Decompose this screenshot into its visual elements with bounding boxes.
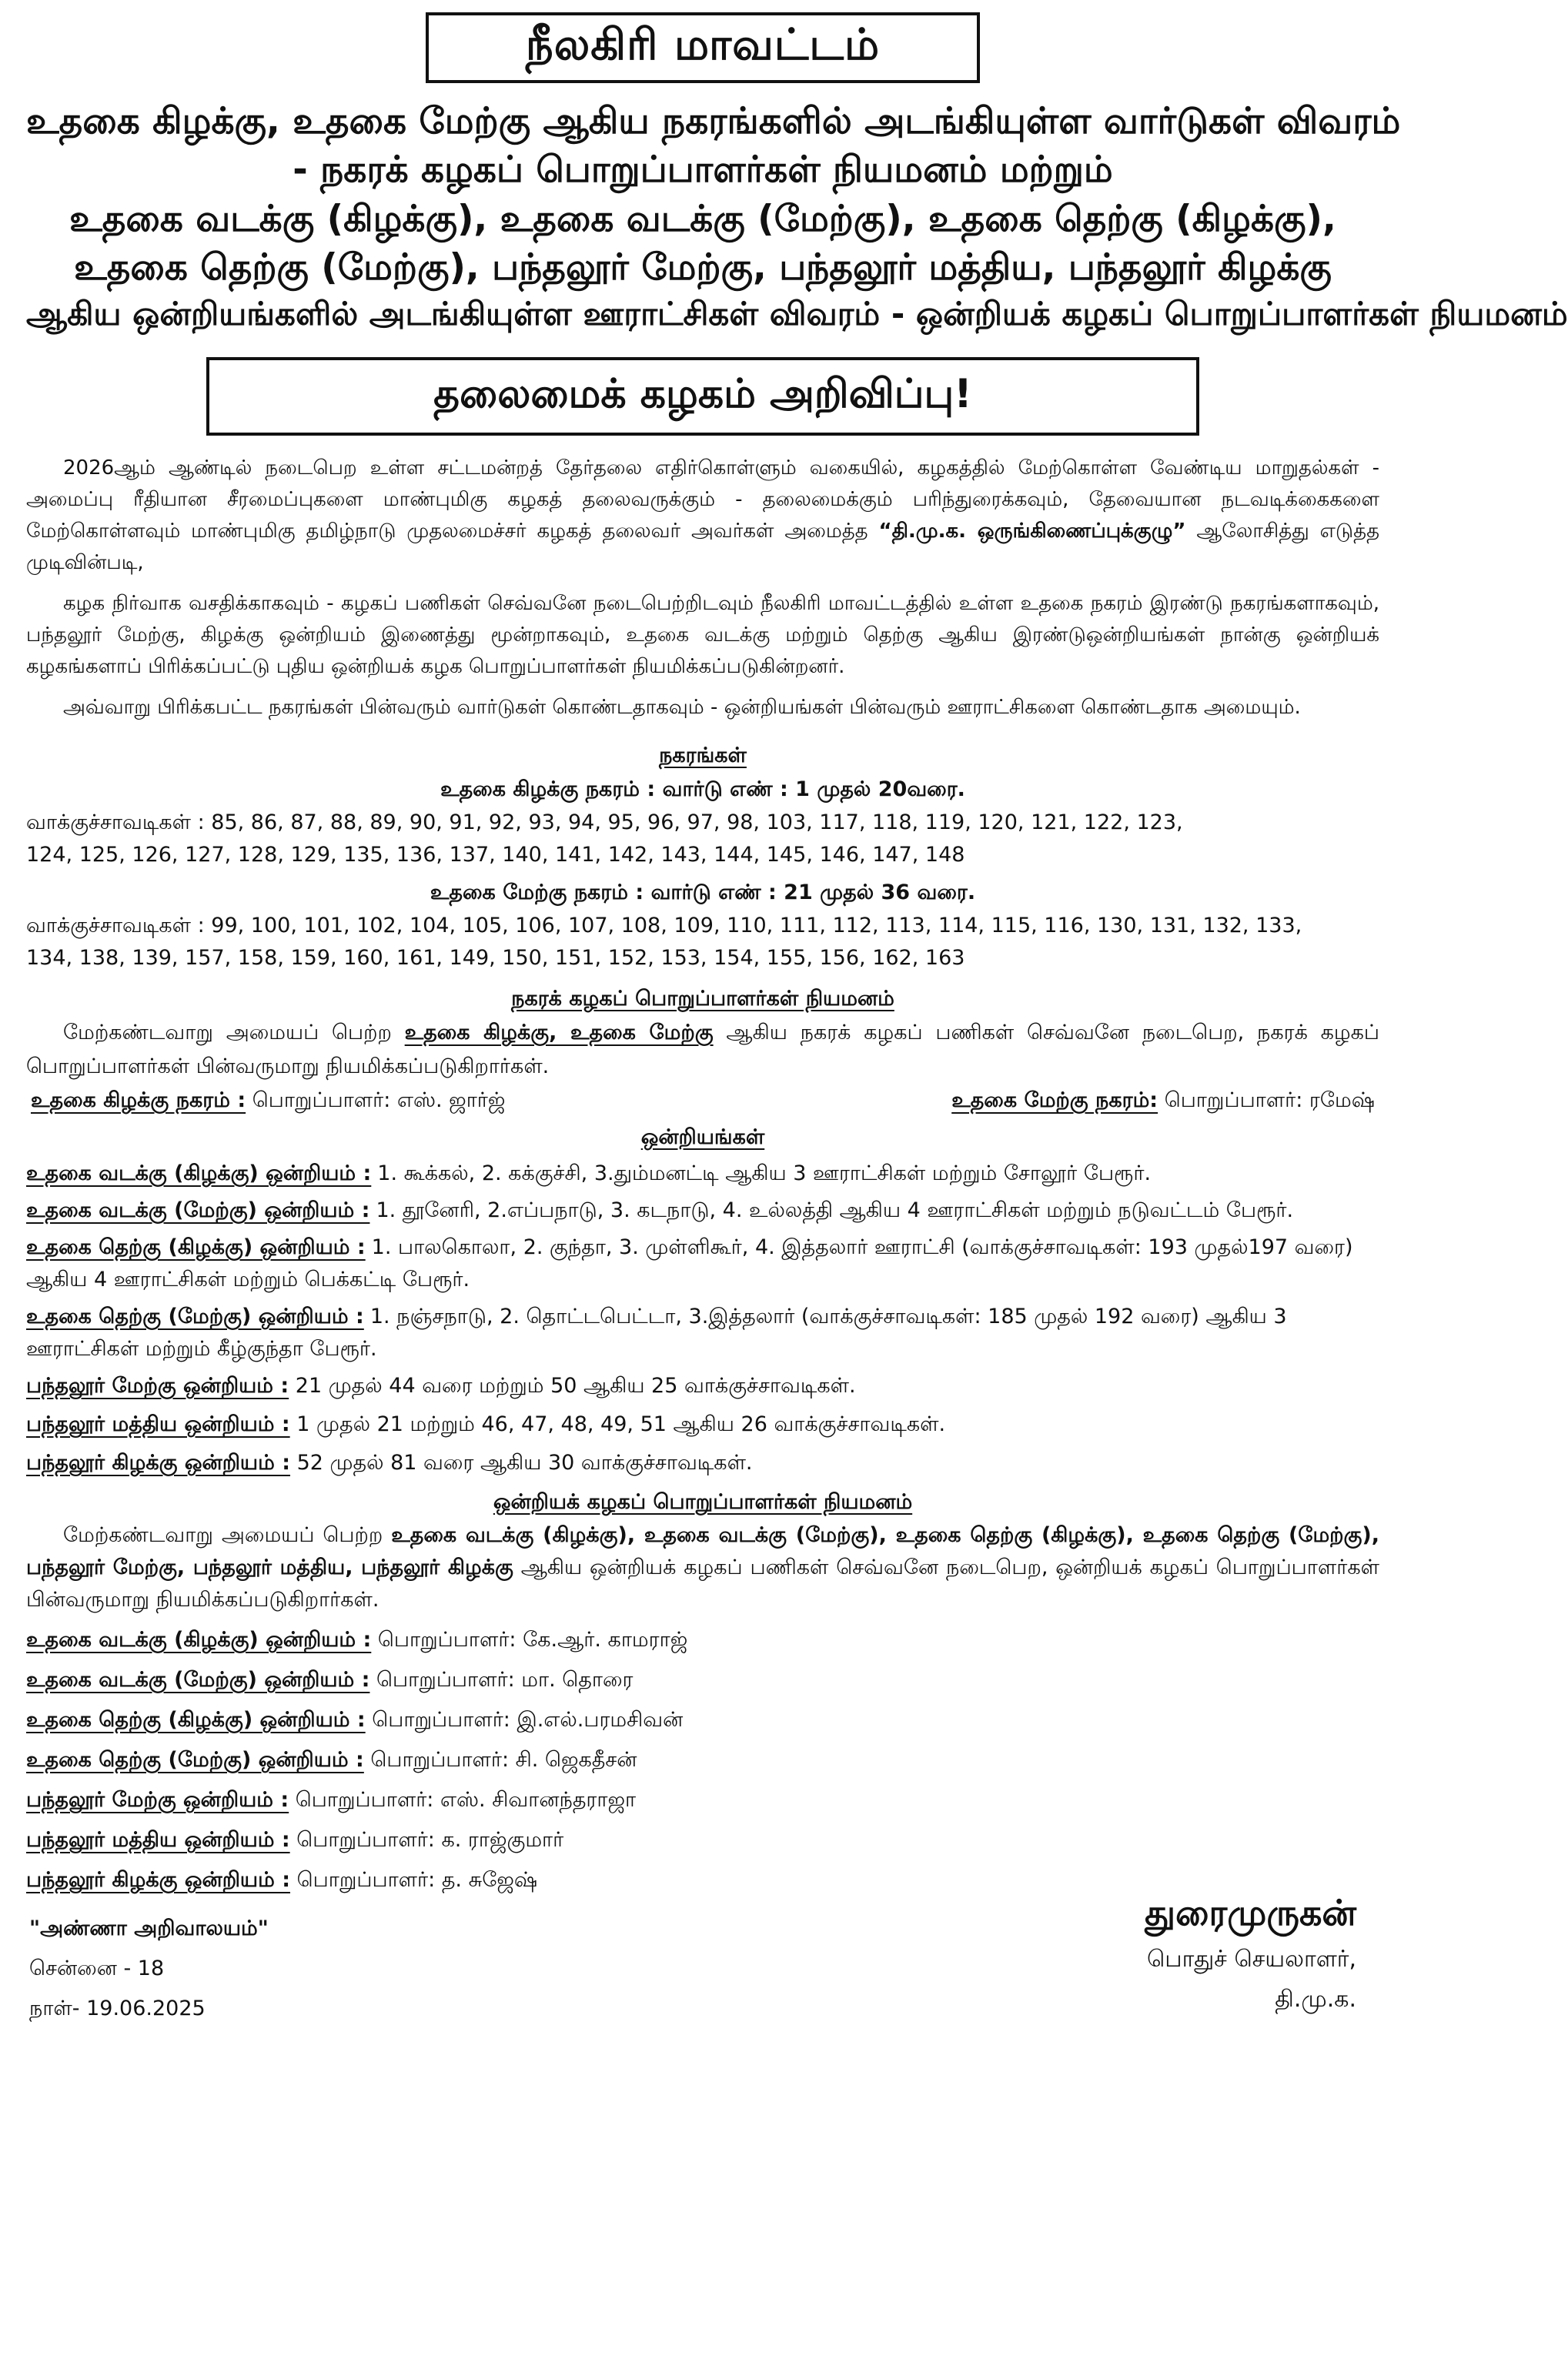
intro-paragraph-2 bbox=[26, 588, 1379, 683]
union-label: உதகை வடக்கு (மேற்கு) ஒன்றியம் : bbox=[26, 1198, 370, 1223]
west-booths-line-2: 134, 138, 139, 157, 158, 159, 160, 161, 149, 150, 151, 152, 153, 154, 155, 156, 162, 163 bbox=[26, 946, 965, 971]
towns-heading: நகரங்கள் bbox=[659, 744, 747, 768]
east-town-responsible bbox=[31, 1084, 505, 1118]
union-label: பந்தலூர் மத்திய ஒன்றியம் : bbox=[26, 1412, 290, 1437]
announcement-title: தலைமைக் கழகம் அறிவிப்பு! bbox=[206, 357, 1199, 436]
appointment-responsible: பொறுப்பாளர்: இ.எல்.பரமசிவன் bbox=[372, 1708, 684, 1733]
headline-line-2: - நகரக் கழகப் பொறுப்பாளர்கள் நியமனம் மற்றும் bbox=[293, 149, 1113, 192]
union-appointment-section bbox=[26, 1485, 1379, 1898]
union-text: 52 முதல் 81 வரை ஆகிய 30 வாக்குச்சாவடிகள். bbox=[296, 1451, 753, 1475]
appointment-union-label: பந்தலூர் மேற்கு ஒன்றியம் : bbox=[26, 1788, 289, 1813]
union-label: பந்தலூர் மேற்கு ஒன்றியம் : bbox=[26, 1374, 289, 1399]
union-entry bbox=[26, 1158, 1379, 1190]
west-town-responsible bbox=[951, 1084, 1375, 1118]
union-text: 1. நஞ்சநாடு, 2. தொட்டபெட்டா, 3.இத்தலார் (வாக்குச்சாவடிகள்: 185 முதல் 192 வரை) ஆகிய 3 ஊராட்சிகள் மற்றும் கீழ்குந்தா பேரூர். bbox=[26, 1305, 1287, 1362]
east-booths-line-2: 124, 125, 126, 127, 128, 129, 135, 136, 137, 140, 141, 142, 143, 144, 145, 146, 147, 148 bbox=[26, 843, 965, 867]
union-appointment-text-b: ஆகிய ஒன்றியக் கழகப் பணிகள் செவ்வனே நடைபெற, ஒன்றியக் கழகப் பொறுப்பாளர்கள் பின்வருமாறு நியமிக்கப்படுகிறார்கள். bbox=[26, 1556, 1379, 1612]
intro-p2: கழக நிர்வாக வசதிக்காகவும் - கழகப் பணிகள் செவ்வனே நடைபெற்றிடவும் நீலகிரி மாவட்டத்தில் உள்ள உதகை நகரம் இரண்டு நகரங்களாகவும், பந்தலூர் மேற்கு, கிழக்கு ஒன்றியம் இணைத்து மூன்றாகவும், உதகை வடக்கு மற்றும் தெற்கு ஆகிய இரண்டுஒன்றியங்கள் நான்கு ஒன்றியக் கழகங்களாப் பிரிக்கப்பட்டு புதிய ஒன்றியக் கழக பொறுப்பாளர்கள் நியமிக்கப்படுகின்றனர். bbox=[26, 592, 1379, 679]
west-town-title: உதகை மேற்கு நகரம் : வார்டு எண் : 21 முதல் 36 வரை. bbox=[430, 881, 976, 905]
intro-p1-b: ஆலோசித்து எடுத்த முடிவின்படி, bbox=[26, 520, 1380, 575]
union-appointment-text bbox=[26, 1519, 1379, 1616]
office-name: "அண்ணா அறிவாலயம்" bbox=[29, 1917, 269, 1941]
town-appointment-section bbox=[26, 982, 1379, 1118]
union-names-bold: உதகை வடக்கு (கிழக்கு), உதகை வடக்கு (மேற்கு), உதகை தெற்கு (கிழக்கு), உதகை தெற்கு (மேற்கு), பந்தலூர் மேற்கு, பந்தலூர் மத்திய, பந்தலூர் கிழக்கு bbox=[26, 1523, 1379, 1580]
union-text: 1 முதல் 21 மற்றும் 46, 47, 48, 49, 51 ஆகிய 26 வாக்குச்சாவடிகள். bbox=[296, 1412, 946, 1437]
district-title: நீலகிரி மாவட்டம் bbox=[426, 12, 980, 83]
appointment-responsible: பொறுப்பாளர்: மா. தொரை bbox=[376, 1668, 634, 1693]
union-entry bbox=[26, 1370, 1379, 1402]
appointment-responsible: பொறுப்பாளர்: எஸ். சிவானந்தராஜா bbox=[295, 1788, 637, 1813]
west-town-label: உதகை மேற்கு நகரம்: bbox=[951, 1088, 1158, 1113]
footer-signature bbox=[1145, 1886, 1356, 2020]
east-town-value: பொறுப்பாளர்: எஸ். ஜார்ஜ் bbox=[252, 1088, 506, 1113]
west-town-value: பொறுப்பாளர்: ரமேஷ் bbox=[1164, 1088, 1375, 1113]
union-label: பந்தலூர் கிழக்கு ஒன்றியம் : bbox=[26, 1451, 291, 1475]
appointment-row bbox=[26, 1663, 1379, 1698]
footer-address bbox=[29, 1909, 269, 2029]
appointment-union-label: உதகை வடக்கு (கிழக்கு) ஒன்றியம் : bbox=[26, 1628, 372, 1653]
appointment-responsible: பொறுப்பாளர்: சி. ஜெகதீசன் bbox=[370, 1748, 637, 1773]
union-entry bbox=[26, 1409, 1379, 1441]
town-appointment-text bbox=[26, 1016, 1379, 1084]
appointment-row bbox=[26, 1703, 1379, 1738]
unions-heading: ஒன்றியங்கள் bbox=[640, 1125, 765, 1150]
signatory-designation: பொதுச் செயலாளர், bbox=[1146, 1946, 1356, 1973]
intro-paragraph-3 bbox=[26, 692, 1379, 724]
signatory-name: துரைமுருகன் bbox=[1145, 1892, 1356, 1934]
town-appointment-text-b: ஆகிய நகரக் கழகப் பணிகள் செவ்வனே நடைபெற, நகரக் கழகப் பொறுப்பாளர்கள் பின்வருமாறு நியமிக்கப்படுகிறார்கள். bbox=[26, 1021, 1379, 1079]
party-name: தி.மு.க. bbox=[1275, 1986, 1356, 2013]
town-responsibles-row bbox=[26, 1084, 1379, 1118]
intro-section bbox=[26, 453, 1379, 724]
union-text: 1. தூனேரி, 2.எப்பநாடு, 3. கடநாடு, 4. உல்லத்தி ஆகிய 4 ஊராட்சிகள் மற்றும் நடுவட்டம் பேரூர். bbox=[376, 1198, 1294, 1223]
union-text: 1. கூக்கல், 2. கக்குச்சி, 3.தும்மனட்டி ஆகிய 3 ஊராட்சிகள் மற்றும் சோலூர் பேரூர். bbox=[377, 1161, 1152, 1186]
appointment-row bbox=[26, 1823, 1379, 1858]
headline-line-1: உதகை கிழக்கு, உதகை மேற்கு ஆகிய நகரங்களில் அடங்கியுள்ள வார்டுகள் விவரம் bbox=[26, 100, 1401, 142]
notice-date: நாள்- 19.06.2025 bbox=[29, 1997, 206, 2021]
east-town-label: உதகை கிழக்கு நகரம் : bbox=[31, 1088, 246, 1113]
union-text: 1. பாலகொலா, 2. குந்தா, 3. முள்ளிகூர், 4. இத்தலார் ஊராட்சி (வாக்குச்சாவடிகள்: 193 முதல்197 வரை) ஆகிய 4 ஊராட்சிகள் மற்றும் பெக்கட்டி பேரூர். bbox=[26, 1235, 1353, 1292]
union-text: 21 முதல் 44 வரை மற்றும் 50 ஆகிய 25 வாக்குச்சாவடிகள். bbox=[295, 1374, 856, 1399]
union-appointment-text-a: மேற்கண்டவாறு அமையப் பெற்ற bbox=[63, 1523, 383, 1548]
appointment-row bbox=[26, 1743, 1379, 1778]
appointment-row bbox=[26, 1783, 1379, 1818]
intro-p1-a: 2026ஆம் ஆண்டில் நடைபெற உள்ள சட்டமன்றத் தேர்தலை எதிர்கொள்ளும் வகையில், கழகத்தில் மேற்கொள்ள வேண்டிய மாறுதல்கள் - அமைப்பு ரீதியான சீரமைப்புகளை மாண்புமிகு கழகத் தலைவருக்கும் - தலைமைக்கும் பரிந்துரைக்கவும், தேவையான நடவடிக்கைகளை மேற்கொள்ளவும் மாண்புமிகு தமிழ்நாடு முதலமைச்சர் கழகத் தலைவர் அவர்கள் அமைத்த bbox=[26, 456, 1379, 543]
east-town-title: உதகை கிழக்கு நகரம் : வார்டு எண் : 1 முதல் 20வரை. bbox=[440, 777, 965, 802]
footer bbox=[26, 1892, 1379, 2070]
union-appointment-heading: ஒன்றியக் கழகப் பொறுப்பாளர்கள் நியமனம் bbox=[493, 1490, 913, 1515]
headline-line-4: உதகை தெற்கு (மேற்கு), பந்தலூர் மேற்கு, பந்தலூர் மத்திய, பந்தலூர் கிழக்கு bbox=[74, 246, 1332, 289]
union-label: உதகை வடக்கு (கிழக்கு) ஒன்றியம் : bbox=[26, 1161, 372, 1186]
appointment-union-label: உதகை தெற்கு (மேற்கு) ஒன்றியம் : bbox=[26, 1748, 364, 1773]
appointment-union-label: பந்தலூர் மத்திய ஒன்றியம் : bbox=[26, 1828, 290, 1853]
office-city: சென்னை - 18 bbox=[29, 1957, 165, 1981]
unions-section bbox=[26, 1121, 1379, 1479]
east-booths-line-1: வாக்குச்சாவடிகள் : 85, 86, 87, 88, 89, 90, 91, 92, 93, 94, 95, 96, 97, 98, 103, 117, 118, 119, 120, 121, 122, 123, bbox=[26, 810, 1183, 835]
appointment-union-label: உதகை வடக்கு (மேற்கு) ஒன்றியம் : bbox=[26, 1668, 370, 1693]
town-appointment-text-a: மேற்கண்டவாறு அமையப் பெற்ற bbox=[63, 1021, 392, 1045]
headline-line-3: உதகை வடக்கு (கிழக்கு), உதகை வடக்கு (மேற்கு), உதகை தெற்கு (கிழக்கு), bbox=[69, 197, 1336, 240]
town-names-bold: உதகை கிழக்கு, உதகை மேற்கு bbox=[404, 1021, 714, 1045]
union-entry bbox=[26, 1231, 1379, 1296]
towns-section bbox=[26, 739, 1379, 974]
appointment-union-label: உதகை தெற்கு (கிழக்கு) ஒன்றியம் : bbox=[26, 1708, 366, 1733]
appointment-row bbox=[26, 1622, 1379, 1658]
committee-name: “தி.மு.க. ஒருங்கிணைப்புக்குழு” bbox=[878, 520, 1186, 543]
appointment-union-label: பந்தலூர் கிழக்கு ஒன்றியம் : bbox=[26, 1868, 291, 1893]
appointment-responsible: பொறுப்பாளர்: க. ராஜ்குமார் bbox=[296, 1828, 564, 1853]
union-label: உதகை தெற்கு (கிழக்கு) ஒன்றியம் : bbox=[26, 1235, 366, 1260]
town-appointment-heading: நகரக் கழகப் பொறுப்பாளர்கள் நியமனம் bbox=[511, 987, 894, 1011]
headline-line-5: ஆகிய ஒன்றியங்களில் அடங்கியுள்ள ஊராட்சிகள் விவரம் - ஒன்றியக் கழகப் பொறுப்பாளர்கள் நியமனம் bbox=[26, 294, 1568, 333]
union-entry bbox=[26, 1195, 1379, 1227]
west-booths-line-1: வாக்குச்சாவடிகள் : 99, 100, 101, 102, 104, 105, 106, 107, 108, 109, 110, 111, 112, 113, 114, 115, 116, 130, 131, 132, 133, bbox=[26, 914, 1302, 938]
appointment-responsible: பொறுப்பாளர்: கே.ஆர். காமராஜ் bbox=[377, 1628, 688, 1653]
union-label: உதகை தெற்கு (மேற்கு) ஒன்றியம் : bbox=[26, 1305, 364, 1329]
intro-p3: அவ்வாறு பிரிக்கபட்ட நகரங்கள் பின்வரும் வார்டுகள் கொண்டதாகவும் - ஒன்றியங்கள் பின்வரும் ஊராட்சிகளை கொண்டதாக அமையும். bbox=[63, 696, 1301, 720]
appointment-responsible: பொறுப்பாளர்: த. சுஜேஷ் bbox=[296, 1868, 538, 1893]
union-entry bbox=[26, 1301, 1379, 1365]
union-appointment-list bbox=[26, 1622, 1379, 1898]
intro-paragraph-1 bbox=[26, 453, 1379, 579]
union-entry bbox=[26, 1447, 1379, 1479]
